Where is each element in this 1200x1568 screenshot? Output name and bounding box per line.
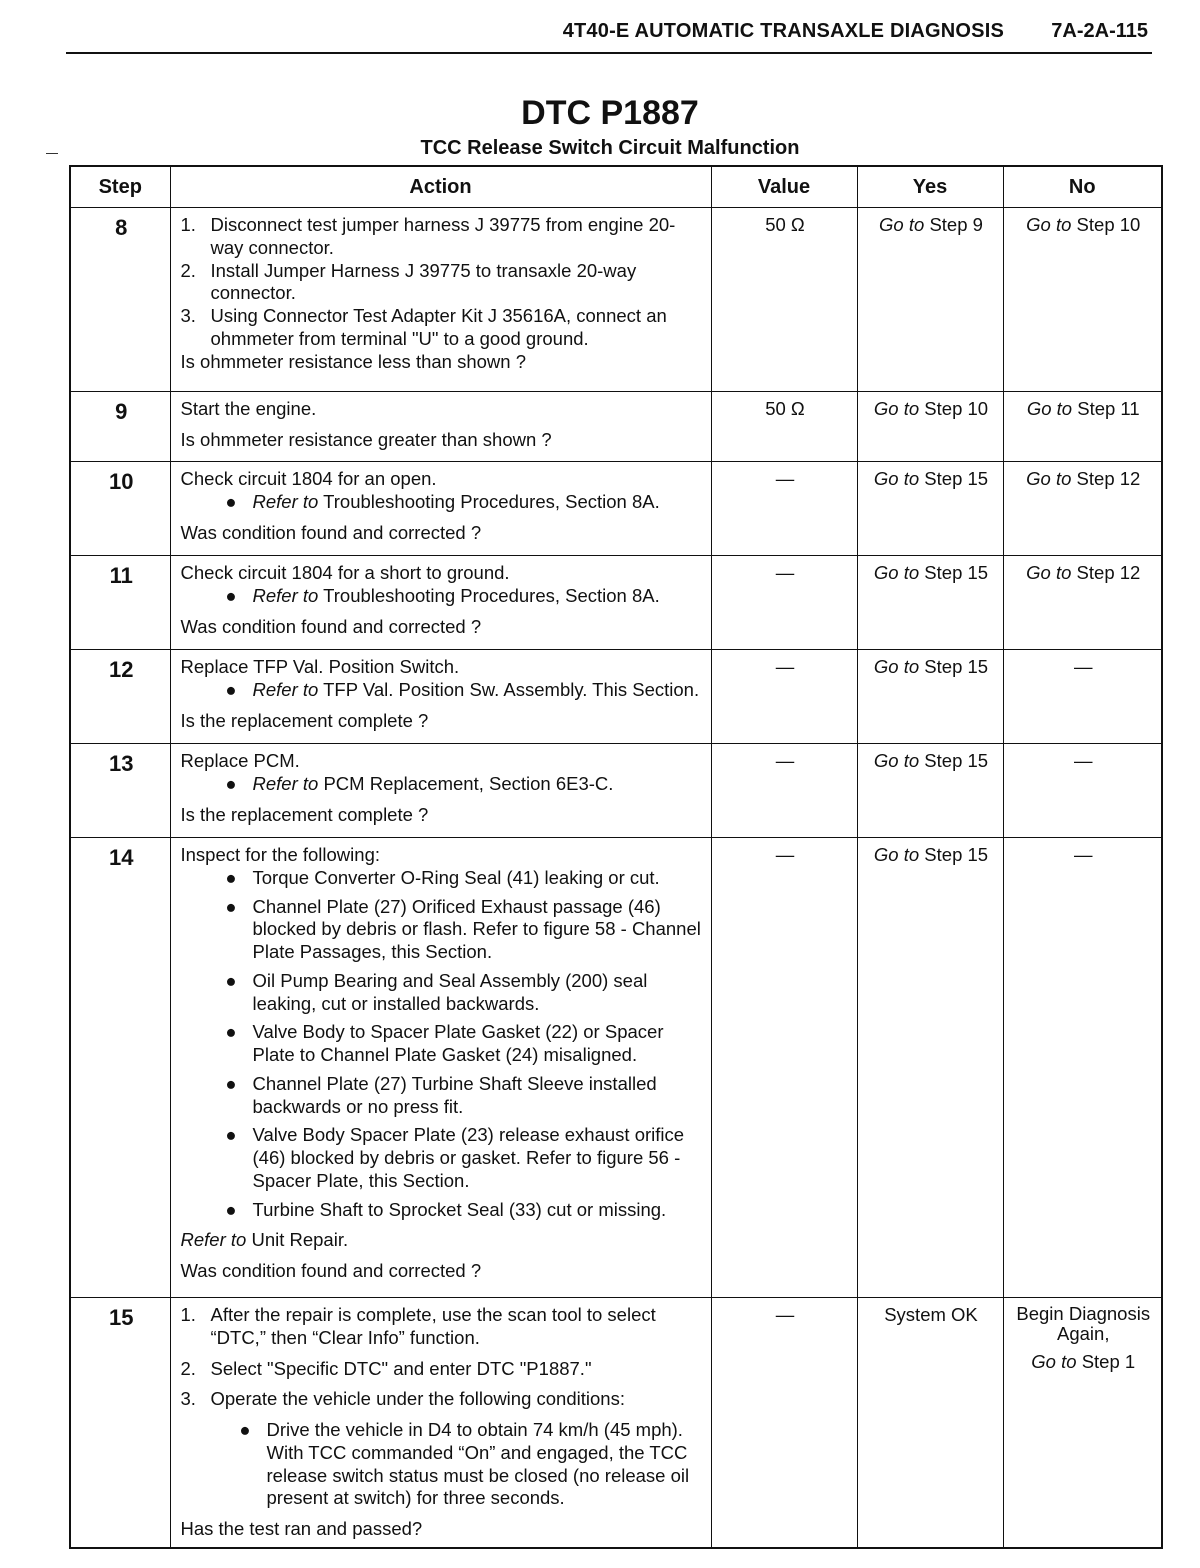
no-cell: Go to Step 11 (1003, 392, 1162, 462)
bullet-item: ● Valve Body Spacer Plate (23) release exhaust orifice (46) blocked by debris or gasket. Refer to figure 56 - Spacer Plate, this Section. (225, 1124, 685, 1191)
no-cell: Go to Step 12 (1003, 556, 1162, 650)
question: Was condition found and corrected ? (180, 615, 482, 637)
bullet-item: ● Torque Converter O-Ring Seal (41) leaking or cut. (225, 866, 660, 888)
col-header-action: Action (170, 166, 711, 208)
bullet-item: ● Refer to TFP Val. Position Sw. Assembly. This Section. (225, 678, 700, 700)
col-header-value: Value (711, 166, 857, 208)
action-cell (170, 838, 711, 1298)
bullet-item: ● Channel Plate (27) Turbine Shaft Sleeve installed backwards or no press fit. (225, 1072, 657, 1117)
question: Was condition found and corrected ? (180, 521, 482, 543)
table-row (70, 208, 1162, 392)
manual-section-title: 4T40-E AUTOMATIC TRANSAXLE DIAGNOSIS (562, 20, 1004, 42)
action-cell (170, 208, 711, 392)
action-lead: Inspect for the following: (180, 844, 380, 865)
question: Is ohmmeter resistance greater than shown ? (180, 428, 552, 450)
page-header (66, 16, 1152, 54)
refer-line: Refer to Unit Repair. (180, 1229, 349, 1251)
value-cell: — (711, 838, 857, 1298)
step-number: 12 (70, 650, 170, 744)
yes-cell: Go to Step 15 (857, 744, 1003, 838)
question: Has the test ran and passed? (180, 1518, 423, 1539)
yes-cell: Go to Step 9 (857, 208, 1003, 392)
value-cell: — (711, 650, 857, 744)
col-header-step: Step (70, 166, 170, 208)
value-cell: 50 Ω (711, 392, 857, 462)
no-cell: Go to Step 12 (1003, 462, 1162, 556)
action-cell (170, 650, 711, 744)
step-number: 13 (70, 744, 170, 838)
no-cell: — (1003, 650, 1162, 744)
step-number: 11 (70, 556, 170, 650)
value-cell: — (711, 462, 857, 556)
step-number: 9 (70, 392, 170, 462)
action-lead: Start the engine. (180, 398, 317, 419)
numbered-item: 2. Install Jumper Harness J 39775 to transaxle 20-way connector. (180, 259, 637, 304)
action-cell (170, 392, 711, 462)
step-number: 10 (70, 462, 170, 556)
action-cell (170, 1298, 711, 1548)
value-cell: — (711, 556, 857, 650)
no-cell: Begin Diagnosis Again, Go to Step 1 (1003, 1298, 1162, 1548)
step-number: 14 (70, 838, 170, 1298)
question: Is the replacement complete ? (180, 803, 429, 825)
numbered-item: 1. After the repair is complete, use the scan tool to select “DTC,” then “Clear Info” function. (180, 1304, 656, 1348)
page-number: 7A-2A-115 (1051, 20, 1148, 42)
yes-cell: Go to Step 15 (857, 650, 1003, 744)
no-cell: — (1003, 744, 1162, 838)
yes-cell: Go to Step 15 (857, 462, 1003, 556)
bullet-item: ● Refer to PCM Replacement, Section 6E3-C. (225, 772, 614, 794)
table-row (70, 556, 1162, 650)
yes-cell: Go to Step 10 (857, 392, 1003, 462)
numbered-item: 3. Operate the vehicle under the following conditions: (180, 1388, 625, 1410)
table-row (70, 392, 1162, 462)
bullet-item: ● Oil Pump Bearing and Seal Assembly (200) seal leaking, cut or installed backwards. (225, 969, 648, 1014)
value-cell: — (711, 744, 857, 838)
dtc-subtitle: TCC Release Switch Circuit Malfunction (420, 137, 800, 159)
action-cell (170, 744, 711, 838)
action-lead: Check circuit 1804 for a short to ground. (180, 562, 510, 583)
step-number: 15 (70, 1298, 170, 1548)
yes-cell: System OK (857, 1298, 1003, 1548)
question: Was condition found and corrected ? (180, 1260, 482, 1281)
numbered-item: 3. Using Connector Test Adapter Kit J 35616A, connect an ohmmeter from terminal "U" to a good ground. (180, 305, 667, 349)
table-row (70, 462, 1162, 556)
action-cell (170, 556, 711, 650)
table-header-row (70, 166, 1162, 208)
action-lead: Replace PCM. (180, 750, 300, 771)
numbered-item: 2. Select "Specific DTC" and enter DTC "P1887." (180, 1357, 592, 1379)
bullet-item: ● Turbine Shaft to Sprocket Seal (33) cut or missing. (225, 1198, 667, 1220)
value-cell: 50 Ω (711, 208, 857, 392)
bullet-item: ● Channel Plate (27) Orificed Exhaust passage (46) blocked by debris or flash. Refer to figure 58 - Channel Plate Passages, this Section. (225, 895, 701, 962)
diagnostic-table (69, 165, 1163, 1549)
action-cell (170, 462, 711, 556)
table-row (70, 744, 1162, 838)
question: Is ohmmeter resistance less than shown ? (180, 350, 526, 372)
bullet-item: ● Refer to Troubleshooting Procedures, Section 8A. (225, 490, 660, 512)
dtc-title: DTC P1887 (521, 94, 699, 132)
yes-cell: Go to Step 15 (857, 838, 1003, 1298)
action-lead: Check circuit 1804 for an open. (180, 468, 437, 489)
bullet-item: ● Drive the vehicle in D4 to obtain 74 km/h (45 mph). With TCC commanded “On” and engaged, the TCC release switch status must be closed (no release oil present at switch) for three seconds. (239, 1419, 690, 1509)
table-row (70, 650, 1162, 744)
numbered-item: 1. Disconnect test jumper harness J 39775 from engine 20-way connector. (180, 214, 676, 258)
bullet-item: ● Refer to Troubleshooting Procedures, Section 8A. (225, 584, 660, 606)
value-cell: — (711, 1298, 857, 1548)
table-row (70, 1298, 1162, 1548)
table-row (70, 838, 1162, 1298)
col-header-yes: Yes (857, 166, 1003, 208)
question: Is the replacement complete ? (180, 709, 429, 731)
yes-cell: Go to Step 15 (857, 556, 1003, 650)
no-note: Begin Diagnosis Again, (1016, 1303, 1151, 1345)
bullet-item: ● Valve Body to Spacer Plate Gasket (22) or Spacer Plate to Channel Plate Gasket (24) misaligned. (225, 1021, 664, 1065)
step-number: 8 (70, 208, 170, 392)
col-header-no: No (1003, 166, 1162, 208)
no-cell: Go to Step 10 (1003, 208, 1162, 392)
no-cell: — (1003, 838, 1162, 1298)
action-lead: Replace TFP Val. Position Switch. (180, 656, 460, 677)
